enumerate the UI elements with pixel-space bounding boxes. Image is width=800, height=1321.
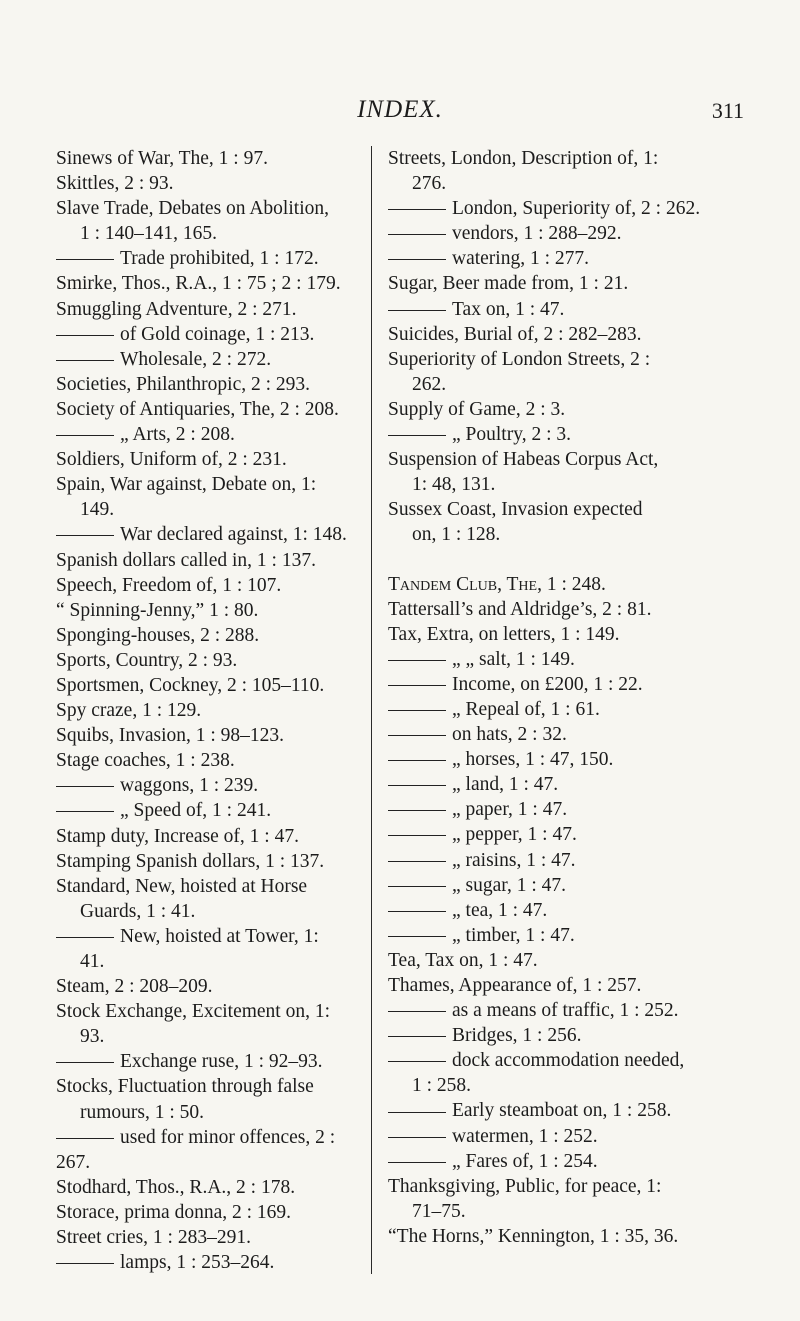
- ditto-dash: [388, 861, 446, 862]
- ditto-dash: [388, 209, 446, 210]
- index-entry: Stock Exchange, Excitement on, 1:: [56, 1001, 331, 1023]
- index-entry: Street cries, 1 : 283–291.: [56, 1227, 251, 1249]
- ditto-dash: [56, 786, 114, 787]
- index-entry: Steam, 2 : 208–209.: [56, 976, 213, 998]
- index-entry: “The Horns,” Kennington, 1 : 35, 36.: [388, 1225, 679, 1247]
- index-subentry: as a means of traffic, 1 : 252.: [388, 998, 748, 1023]
- index-subentry: Income, on £200, 1 : 22.: [388, 672, 748, 697]
- ditto-dash: [388, 1112, 446, 1113]
- index-entry: Smuggling Adventure, 2 : 271.: [56, 298, 297, 320]
- ditto-dash: [388, 785, 446, 786]
- ditto-dash: [388, 1061, 446, 1062]
- index-subentry: Bridges, 1 : 256.: [388, 1023, 748, 1048]
- index-subentry: Exchange ruse, 1 : 92–93.: [56, 1049, 374, 1074]
- index-entry: Sinews of War, The, 1 : 97.: [56, 148, 268, 169]
- index-entry-continuation: 276.: [412, 173, 447, 195]
- index-entry: Sports, Country, 2 : 93.: [56, 649, 238, 671]
- ditto-dash: [388, 234, 446, 235]
- index-entry: Soldiers, Uniform of, 2 : 231.: [56, 449, 287, 471]
- ditto-dash: [56, 360, 114, 361]
- ditto-dash: [388, 1137, 446, 1138]
- index-subentry: „ sugar, 1 : 47.: [388, 873, 748, 898]
- index-entry: Supply of Game, 2 : 3.: [388, 398, 566, 420]
- ditto-dash: [56, 1138, 114, 1139]
- index-entry: Tea, Tax on, 1 : 47.: [388, 949, 538, 971]
- ditto-dash: [388, 310, 446, 311]
- index-subentry: Early steamboat on, 1 : 258.: [388, 1098, 748, 1123]
- column-divider: [371, 146, 372, 1274]
- index-subentry: of Gold coinage, 1 : 213.: [56, 322, 374, 347]
- index-subentry: „ tea, 1 : 47.: [388, 898, 748, 923]
- index-subentry: „ Fares of, 1 : 254.: [388, 1149, 748, 1174]
- ditto-dash: [388, 911, 446, 912]
- index-entry: Stamp duty, Increase of, 1 : 47.: [56, 825, 299, 847]
- ditto-dash: [56, 535, 114, 536]
- index-subentry: waggons, 1 : 239.: [56, 773, 374, 798]
- index-subentry: „ paper, 1 : 47.: [388, 797, 748, 822]
- ditto-dash: [388, 835, 446, 836]
- index-entry: Sportsmen, Cockney, 2 : 105–110.: [56, 674, 325, 696]
- index-subentry: „ Repeal of, 1 : 61.: [388, 697, 748, 722]
- ditto-dash: [388, 660, 446, 661]
- index-entry: Stage coaches, 1 : 238.: [56, 750, 235, 772]
- index-entry: Thames, Appearance of, 1 : 257.: [388, 975, 642, 996]
- index-entry-continuation: 1 : 258.: [412, 1075, 472, 1097]
- index-entry: Stocks, Fluctuation through false: [56, 1076, 314, 1098]
- index-entry-continuation: on, 1 : 128.: [412, 524, 501, 546]
- index-subentry: „ Arts, 2 : 208.: [56, 422, 374, 447]
- index-subentry: lamps, 1 : 253–264.: [56, 1250, 374, 1275]
- index-subentry: watermen, 1 : 252.: [388, 1124, 748, 1149]
- index-entry-continuation: 71–75.: [412, 1200, 466, 1222]
- index-entry-continuation: 1: 48, 131.: [412, 474, 496, 496]
- index-entry-continuation: 149.: [80, 499, 115, 521]
- index-entry: Tattersall’s and Aldridge’s, 2 : 81.: [388, 598, 652, 620]
- ditto-dash: [388, 685, 446, 686]
- index-subentry: Tax on, 1 : 47.: [388, 297, 748, 322]
- index-subentry: on hats, 2 : 32.: [388, 722, 748, 747]
- index-entry-continuation: rumours, 1 : 50.: [80, 1101, 205, 1123]
- index-entry-continuation: Guards, 1 : 41.: [80, 900, 196, 922]
- index-entry: “ Spinning-Jenny,” 1 : 80.: [56, 599, 259, 621]
- ditto-dash: [388, 936, 446, 937]
- index-entry: Spy craze, 1 : 129.: [56, 700, 202, 722]
- index-subentry: London, Superiority of, 2 : 262.: [388, 196, 748, 221]
- index-subentry: „ Speed of, 1 : 241.: [56, 798, 374, 823]
- index-subentry: New, hoisted at Tower, 1:: [56, 924, 374, 949]
- ditto-dash: [388, 710, 446, 711]
- index-subentry: „ „ salt, 1 : 149.: [388, 647, 748, 672]
- index-subentry: vendors, 1 : 288–292.: [388, 221, 748, 246]
- ditto-dash: [388, 435, 446, 436]
- index-entry: Thanksgiving, Public, for peace, 1:: [388, 1175, 662, 1197]
- index-entry: Tax, Extra, on letters, 1 : 149.: [388, 623, 620, 645]
- index-subentry: watering, 1 : 277.: [388, 246, 748, 271]
- index-subentry: „ pepper, 1 : 47.: [388, 822, 748, 847]
- index-subentry: „ land, 1 : 47.: [388, 772, 748, 797]
- index-entry: Storace, prima donna, 2 : 169.: [56, 1201, 292, 1223]
- ditto-dash: [56, 1263, 114, 1264]
- index-entry: Slave Trade, Debates on Abolition,: [56, 198, 329, 220]
- ditto-dash: [388, 259, 446, 260]
- ditto-dash: [56, 335, 114, 336]
- ditto-dash: [388, 1011, 446, 1012]
- index-subentry: „ raisins, 1 : 47.: [388, 848, 748, 873]
- ditto-dash: [388, 1036, 446, 1037]
- index-subentry: „ timber, 1 : 47.: [388, 923, 748, 948]
- index-entry: Sponging-houses, 2 : 288.: [56, 624, 260, 646]
- ditto-dash: [388, 810, 446, 811]
- ditto-dash: [388, 886, 446, 887]
- ditto-dash: [56, 937, 114, 938]
- page-header: [0, 96, 800, 126]
- index-entry: Societies, Philanthropic, 2 : 293.: [56, 373, 311, 395]
- index-entry: Spain, War against, Debate on, 1:: [56, 474, 317, 496]
- index-entry: Suicides, Burial of, 2 : 282–283.: [388, 323, 642, 345]
- index-entry: Squibs, Invasion, 1 : 98–123.: [56, 725, 285, 747]
- ditto-dash: [56, 1062, 114, 1063]
- index-entry: Stamping Spanish dollars, 1 : 137.: [56, 850, 325, 872]
- ditto-dash: [388, 760, 446, 761]
- index-entry: Stodhard, Thos., R.A., 2 : 178.: [56, 1176, 296, 1198]
- index-entry: Skittles, 2 : 93.: [56, 173, 174, 195]
- index-entry: Spanish dollars called in, 1 : 137.: [56, 549, 316, 571]
- index-column-left: [56, 146, 374, 1275]
- index-entry-continuation: 41.: [80, 951, 105, 972]
- ditto-dash: [56, 811, 114, 812]
- page-title: INDEX.: [357, 96, 443, 123]
- index-entry: Tandem Club, The, 1 : 248.: [388, 573, 606, 595]
- index-subentry: Wholesale, 2 : 272.: [56, 347, 374, 372]
- index-entry: Speech, Freedom of, 1 : 107.: [56, 574, 282, 596]
- index-entry: Standard, New, hoisted at Horse: [56, 875, 308, 897]
- ditto-dash: [388, 735, 446, 736]
- ditto-dash: [56, 435, 114, 436]
- page-number: 311: [711, 98, 744, 123]
- index-subentry: dock accommodation needed,: [388, 1048, 748, 1073]
- index-entry: Streets, London, Description of, 1:: [388, 148, 659, 169]
- index-entry: Sussex Coast, Invasion expected: [388, 499, 643, 521]
- index-entry: Suspension of Habeas Corpus Act,: [388, 449, 659, 471]
- index-entry-continuation: 93.: [80, 1026, 105, 1048]
- index-entry: Superiority of London Streets, 2 :: [388, 348, 651, 370]
- index-entry: Smirke, Thos., R.A., 1 : 75 ; 2 : 179.: [56, 273, 341, 295]
- index-subentry: War declared against, 1: 148.: [56, 522, 374, 547]
- index-subentry: „ horses, 1 : 47, 150.: [388, 747, 748, 772]
- ditto-dash: [388, 1162, 446, 1163]
- ditto-dash: [56, 259, 114, 260]
- index-column-right: [388, 146, 748, 1249]
- index-entry: Sugar, Beer made from, 1 : 21.: [388, 273, 629, 295]
- index-entry: Society of Antiquaries, The, 2 : 208.: [56, 398, 339, 420]
- index-subentry: used for minor offences, 2 : 267.: [56, 1126, 336, 1173]
- index-entry-continuation: 262.: [412, 373, 447, 395]
- index-subentry: Trade prohibited, 1 : 172.: [56, 246, 374, 271]
- index-subentry: „ Poultry, 2 : 3.: [388, 422, 748, 447]
- index-entry-continuation: 1 : 140–141, 165.: [80, 223, 218, 245]
